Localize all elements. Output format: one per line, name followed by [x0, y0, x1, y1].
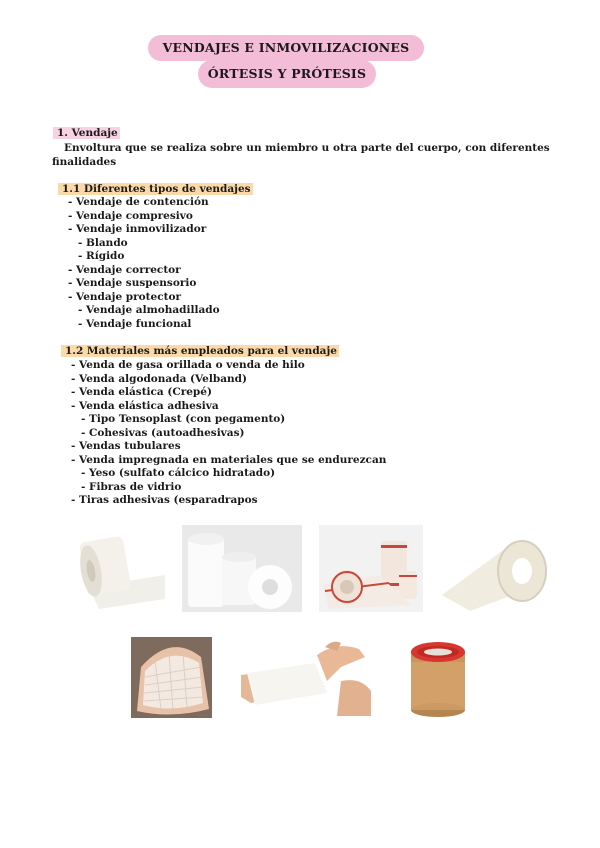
- material-item: - Yeso (sulfato cálcico hidratado): [71, 467, 386, 481]
- gauze-roll-photo: [69, 525, 167, 609]
- bandage-type-item: - Rígido: [68, 250, 220, 264]
- definition-line-2: finalidades: [52, 156, 117, 168]
- material-item: - Venda algodonada (Velband): [71, 373, 386, 387]
- section-1-1-heading: 1.1 Diferentes tipos de vendajes: [62, 183, 253, 197]
- bandage-type-item: - Vendaje inmovilizador: [68, 223, 220, 237]
- definition-line-1: Envoltura que se realiza sobre un miembro u otra parte del cuerpo, con diferentes: [64, 142, 550, 154]
- material-item: - Vendas tubulares: [71, 440, 386, 454]
- material-item: - Venda elástica adhesiva: [71, 400, 386, 414]
- title-line-2: ÓRTESIS Y PRÓTESIS: [198, 60, 376, 88]
- bandage-type-item: - Vendaje corrector: [68, 264, 220, 278]
- materials-list: [71, 359, 386, 508]
- material-item: - Tipo Tensoplast (con pegamento): [71, 413, 386, 427]
- cotton-rolls-photo: [182, 525, 302, 612]
- tubular-bandage-photo: [131, 637, 212, 718]
- bandage-type-item: - Blando: [68, 237, 220, 251]
- bandage-type-item: - Vendaje funcional: [68, 318, 220, 332]
- bandage-type-item: - Vendaje protector: [68, 291, 220, 305]
- material-item: - Tiras adhesivas (esparadrapos: [71, 494, 386, 508]
- adhesive-tape-roll-photo: [440, 525, 548, 612]
- bandage-type-item: - Vendaje compresivo: [68, 210, 220, 224]
- section-1-heading: 1. Vendaje: [57, 127, 120, 141]
- material-item: - Fibras de vidrio: [71, 481, 386, 495]
- adhesive-tape-spool-photo: [405, 636, 470, 718]
- bandage-type-item: - Vendaje suspensorio: [68, 277, 220, 291]
- bandage-type-item: - Vendaje de contención: [68, 196, 220, 210]
- arm-plaster-cast-photo: [241, 637, 371, 716]
- material-item: - Cohesivas (autoadhesivas): [71, 427, 386, 441]
- material-item: - Venda de gasa orillada o venda de hilo: [71, 359, 386, 373]
- title-line-1: VENDAJES E INMOVILIZACIONES: [148, 35, 424, 61]
- material-item: - Venda impregnada en materiales que se endurezcan: [71, 454, 386, 468]
- bandage-types-list: [68, 196, 220, 331]
- elastic-bandages-photo: [319, 525, 423, 612]
- bandage-type-item: - Vendaje almohadillado: [68, 304, 220, 318]
- material-item: - Venda elástica (Crepé): [71, 386, 386, 400]
- section-1-2-heading: 1.2 Materiales más empleados para el vendaje: [65, 345, 339, 359]
